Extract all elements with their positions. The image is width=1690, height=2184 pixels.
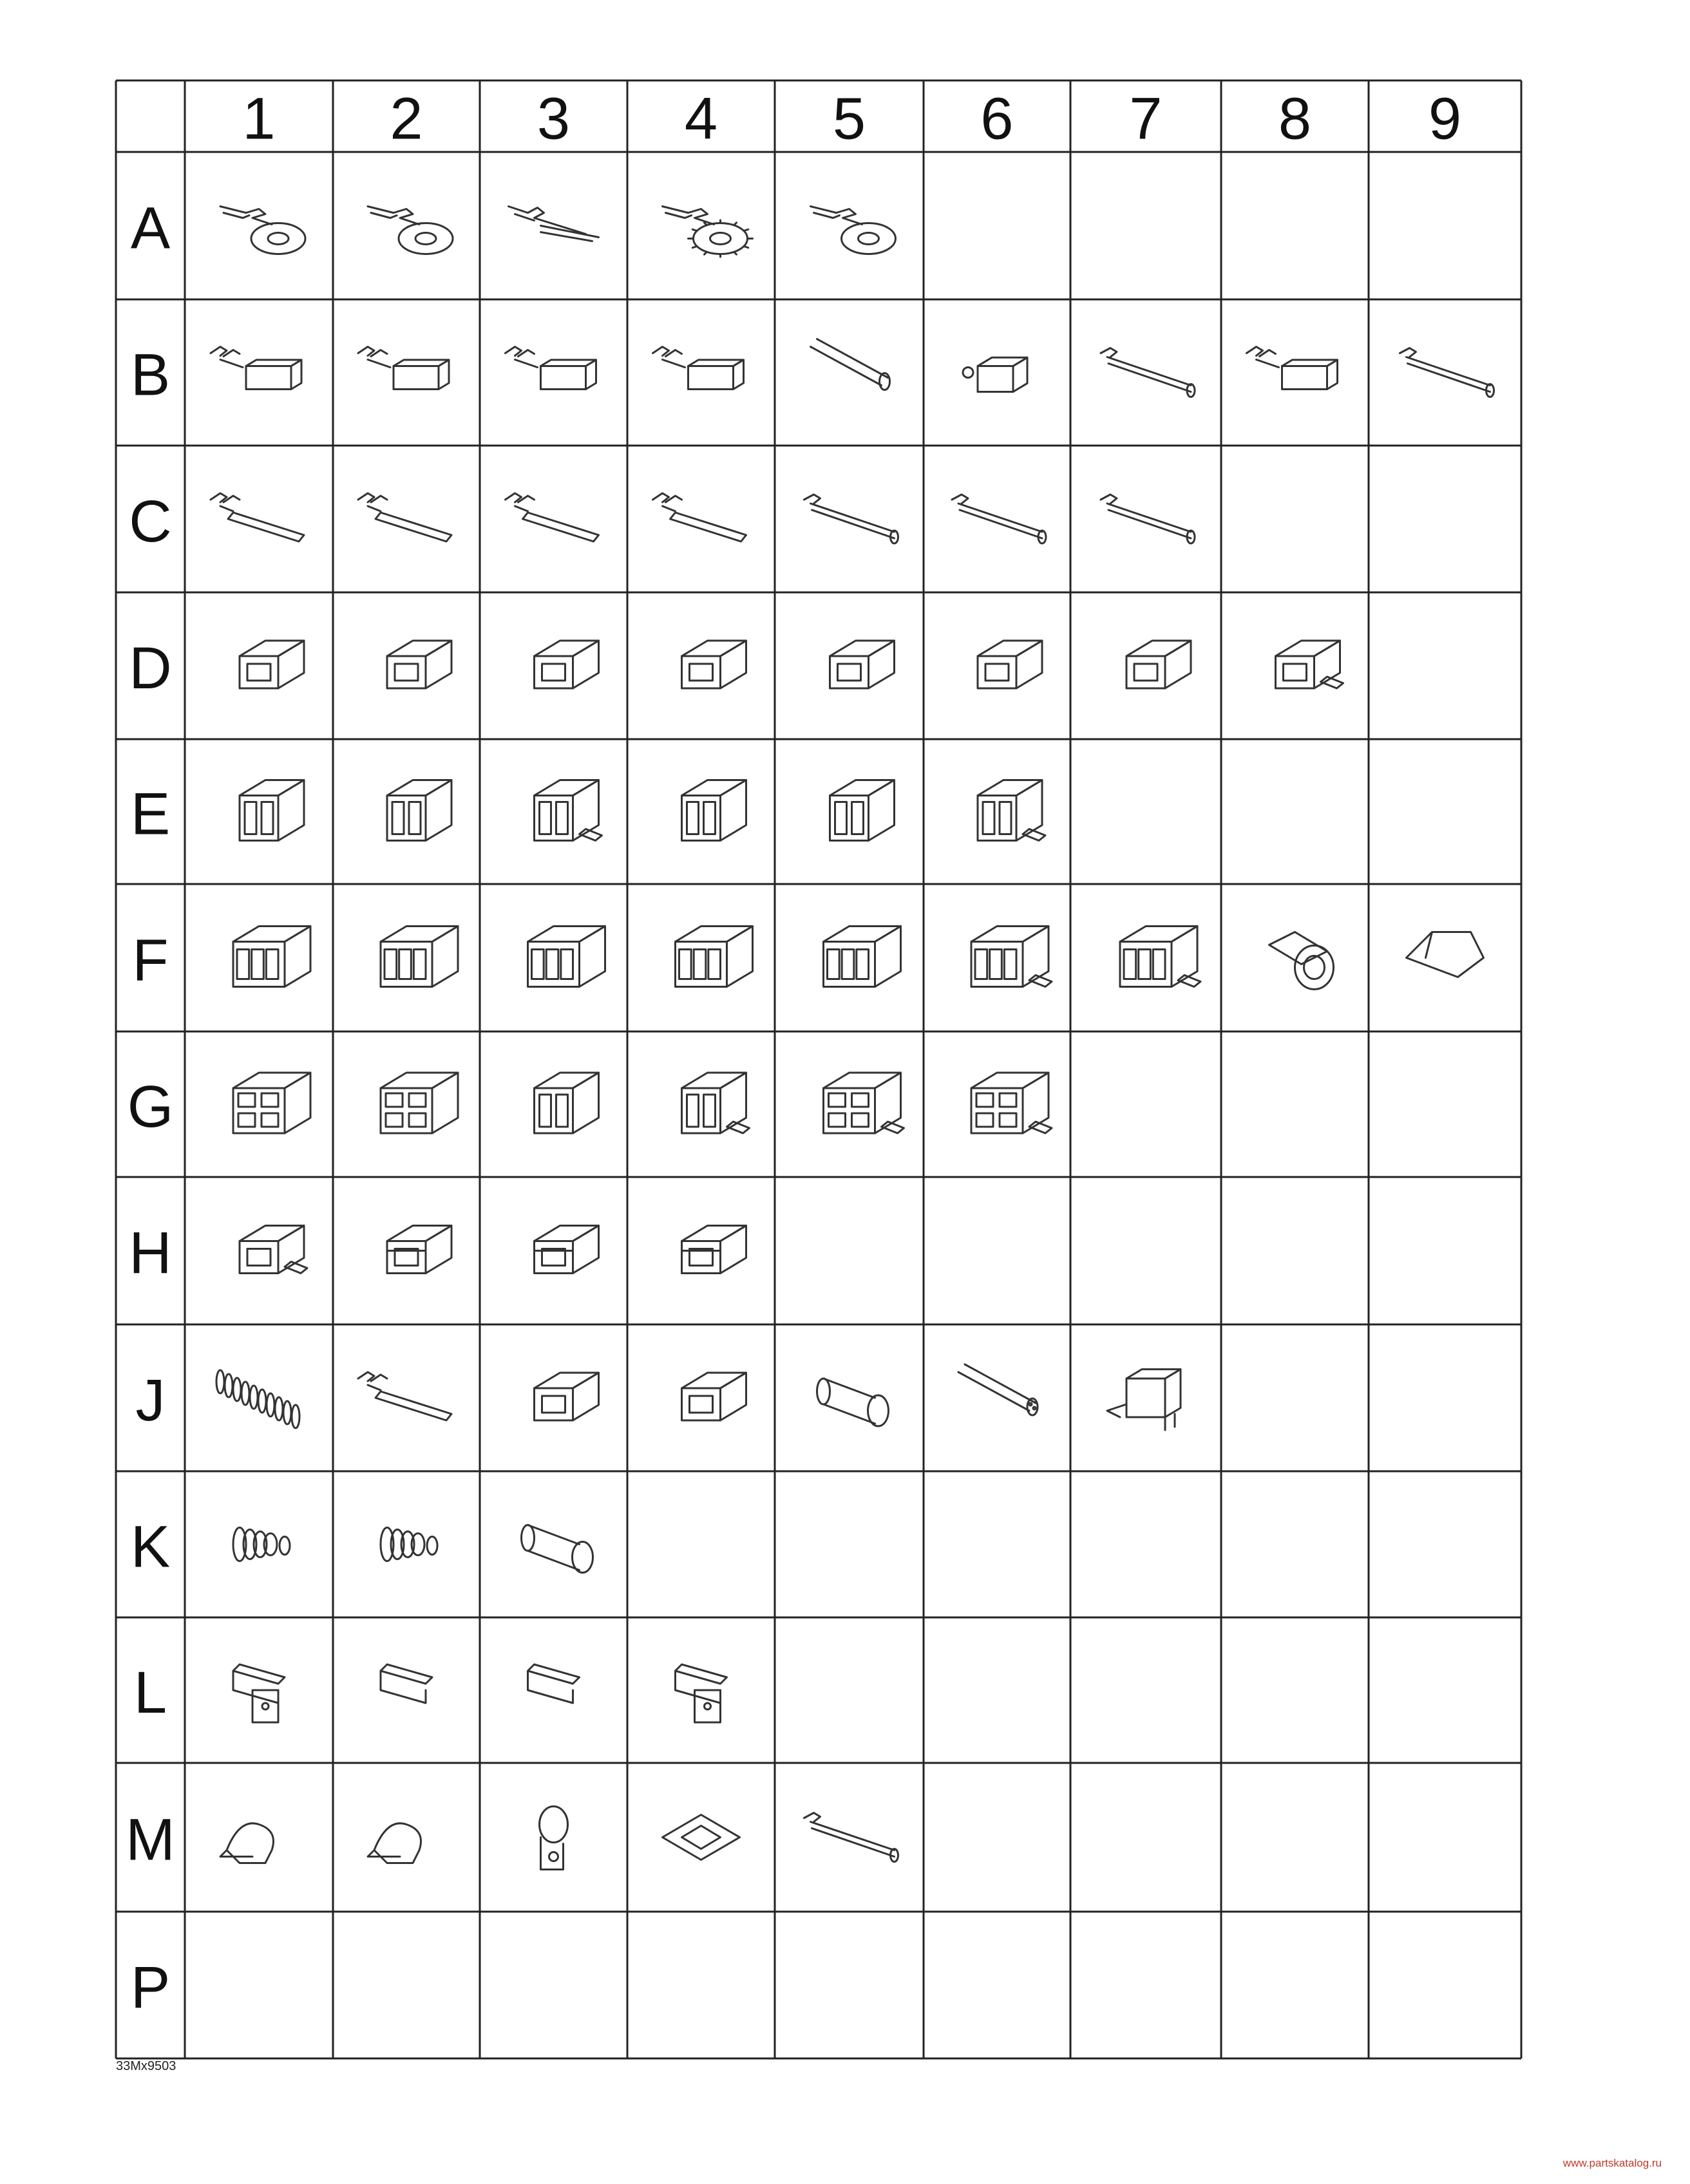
terminal-lock-icon (528, 1664, 580, 1703)
1-way-housing-icon (830, 641, 895, 688)
4-way-sealed-connector-icon (824, 1073, 904, 1133)
2-way-sealed-connector-icon (535, 780, 602, 841)
female-box-terminal-icon (506, 347, 596, 390)
grid-lines (116, 80, 1521, 2058)
figure-code: 33Mx9503 (116, 2059, 176, 2073)
sealed-terminal-icon (1276, 641, 1343, 688)
bullet-sleeve-icon (1269, 932, 1334, 990)
2-way-small-housing-icon (830, 780, 895, 841)
1-way-housing-icon (240, 641, 304, 688)
row-header: B (130, 342, 171, 408)
terminal-cover-icon (1407, 932, 1484, 977)
pin-terminal-icon (1400, 348, 1494, 397)
column-header: 4 (684, 86, 718, 152)
row-header: D (129, 635, 172, 701)
ring-terminal-icon (220, 207, 305, 254)
cable-seal-icon (381, 1528, 437, 1561)
watermark: www.partskatalog.ru (1562, 2157, 1662, 2169)
male-blade-terminal-icon (506, 493, 599, 541)
multi-way-housing-icon (535, 1226, 599, 1274)
bullet-connector-icon (1126, 641, 1191, 688)
wedge-lock-icon (233, 1664, 285, 1722)
3-way-housing-icon (233, 927, 310, 987)
male-blade-terminal-icon (358, 493, 451, 541)
4-way-housing-icon (381, 1073, 458, 1133)
column-header: 1 (242, 86, 276, 152)
row-header: C (129, 489, 172, 554)
row-header: A (130, 195, 171, 261)
self-tapping-screw-icon (804, 1813, 898, 1862)
corrugated-sleeve-icon (216, 1370, 299, 1428)
4-way-housing-icon (233, 1073, 310, 1133)
blade-fuse-icon (358, 1372, 451, 1420)
bullet-terminal-icon (804, 494, 898, 543)
column-header: 8 (1278, 86, 1312, 152)
1-way-housing-icon (387, 641, 451, 688)
fuse-holder-icon (535, 1373, 599, 1420)
2-way-sealed-connector-icon (978, 780, 1045, 841)
column-header: 2 (390, 86, 423, 152)
4-way-sealed-connector-icon (971, 1073, 1052, 1133)
pin-receptacle-icon (1101, 348, 1195, 397)
male-spade-terminal-icon (211, 493, 304, 541)
double-crimp-terminal-icon (653, 347, 744, 390)
row-header: F (132, 927, 169, 993)
terminal-lock-icon (381, 1664, 432, 1703)
female-box-terminal-icon (1247, 347, 1338, 390)
p-clamp-icon (540, 1807, 568, 1870)
row-header: G (127, 1074, 174, 1140)
fuse-holder-with-leads-icon (682, 1373, 746, 1420)
row-header: H (129, 1220, 172, 1286)
pin-terminal-icon (1101, 494, 1195, 543)
wire-seal-icon (233, 1528, 290, 1561)
column-header: 5 (832, 86, 866, 152)
ring-terminal-icon (368, 207, 453, 254)
cylinder-plug-icon (958, 1364, 1038, 1415)
grid-icons (211, 207, 1494, 1870)
star-washer-ring-terminal-icon (663, 207, 753, 258)
multi-way-housing-icon (387, 1226, 451, 1274)
row-header: P (130, 1955, 171, 2020)
2-way-housing-with-seal-icon (535, 1073, 599, 1133)
cable-clip-icon (368, 1823, 421, 1863)
wedge-lock-icon (676, 1664, 727, 1722)
sealed-housing-with-gasket-icon (240, 1226, 307, 1274)
row-header: M (126, 1807, 175, 1873)
2-way-small-housing-icon (682, 780, 746, 841)
column-header: 7 (1129, 86, 1163, 152)
bullet-receptacle-icon (811, 339, 890, 390)
long-crimp-terminal-icon (653, 493, 746, 541)
pin-terminal-icon (952, 494, 1046, 543)
3-way-housing-icon (381, 927, 458, 987)
blanking-plug-icon (522, 1525, 593, 1573)
ring-lug-icon (811, 207, 896, 254)
female-spade-terminal-icon (211, 347, 301, 390)
3-way-housing-icon (528, 927, 605, 987)
3-way-sealed-connector-icon (971, 927, 1052, 987)
relay-socket-icon (682, 1226, 746, 1274)
cable-clip-icon (220, 1823, 274, 1863)
column-header: 9 (1428, 86, 1462, 152)
3-way-housing-icon (824, 927, 901, 987)
cable-tie-mount-icon (663, 1815, 740, 1860)
1-way-housing-icon (535, 641, 599, 688)
female-spade-terminal-icon (358, 347, 449, 390)
column-header: 6 (980, 86, 1014, 152)
row-header: E (130, 781, 171, 847)
column-header: 3 (536, 86, 571, 152)
2-way-stacked-housing-icon (387, 780, 451, 841)
row-header: J (135, 1368, 166, 1433)
row-header: L (133, 1660, 167, 1726)
bulb-socket-icon (817, 1379, 889, 1426)
3-way-sealed-connector-icon (1120, 927, 1201, 987)
spade-terminal-icon (509, 207, 599, 241)
flag-terminal-icon (963, 357, 1027, 391)
3-way-housing-icon (676, 927, 753, 987)
bullet-connector-icon (978, 641, 1042, 688)
1-way-housing-icon (682, 641, 746, 688)
2-way-sealed-housing-icon (682, 1073, 750, 1133)
grid-headers (126, 86, 1461, 2021)
row-header: K (130, 1514, 171, 1580)
2-way-housing-icon (240, 780, 304, 841)
relay-icon (1107, 1370, 1181, 1430)
